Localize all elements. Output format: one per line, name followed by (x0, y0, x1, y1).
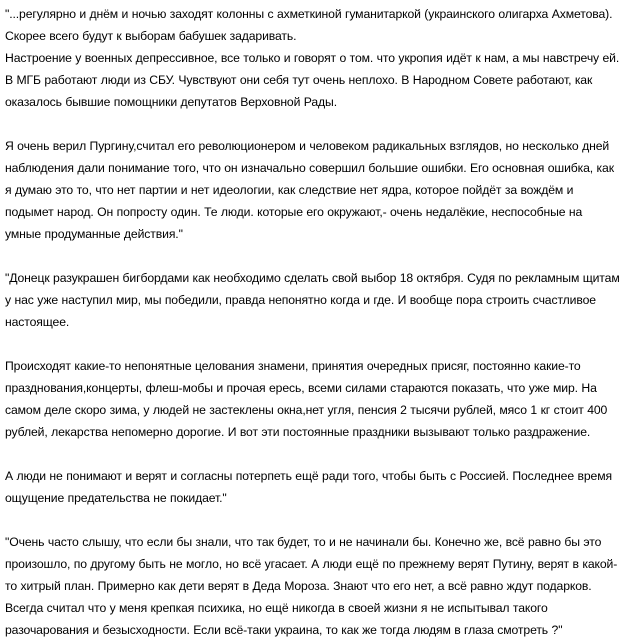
paragraph-2: Я очень верил Пургину,считал его революционером и человеком радикальных взглядов, но несколько дней наблюдения дали понимание того, что он изначально совершил большие ошибки. Его основная ошибка, как я думаю это то, что нет партии и нет идеологии, как следствие нет ядра, которое пойдёт за вождём и подымет народ. Он попросту один. Те люди. которые его окружают,- очень недалёкие, неспособные на умные продуманные действия." (5, 139, 614, 241)
paragraph-3: "Донецк разукрашен бигбордами как необходимо сделать свой выбор 18 октября. Судя по рекламным щитам у нас уже наступил мир, мы победили, правда непонятно когда и где. И вообще пора строить счастливое настоящее. (5, 271, 620, 329)
paragraph-5: А люди не понимают и верят и согласны потерпеть ещё ради того, чтобы быть с Россией. Последнее время ощущение предательства не покидает." (5, 469, 612, 505)
paragraph-6: "Очень часто слышу, что если бы знали, что так будет, то и не начинали бы. Конечно же, всё равно бы это произошло, по другому быть не могло, но всё угасает. А люди ещё по прежнему верят Путину, верят в какой-то хитрый план. Примерно как дети верят в Деда Мороза. Знают что его нет, а всё равно ждут подарков. Всегда считал что у меня крепкая психика, но ещё никогда в своей жизни я не испытывал такого разочарования и безысходности. Если всё-таки украина, то как же тогда людям в глаза смотреть ?" (5, 535, 618, 637)
paragraph-1: "...регулярно и днём и ночью заходят колонны с ахметкиной гуманитаркой (украинского олигарха Ахметова). Скорее всего будут к выборам бабушек задаривать. Настроение у военных депрессивное, все только и говорят о том. что укропия идёт к нам, а мы навстречу ей. В МГБ работают люди из СБУ. Чувствуют они себя тут очень неплохо. В Народном Совете работают, как оказалось бывшие помощники депутатов Верховной Рады. (5, 7, 620, 109)
paragraph-4: Происходят какие-то непонятные целования знамени, принятия очередных присяг, постоянно какие-то празднования,концерты, флеш-мобы и прочая ересь, всеми силами стараются показать, что уже мир. На самом деле скоро зима, у людей не застеклены окна,нет угля, пенсия 2 тысячи рублей, мясо 1 кг стоит 400 рублей, лекарства непомерно дорогие. И вот эти постоянные праздники вызывают только раздражение. (5, 359, 608, 439)
